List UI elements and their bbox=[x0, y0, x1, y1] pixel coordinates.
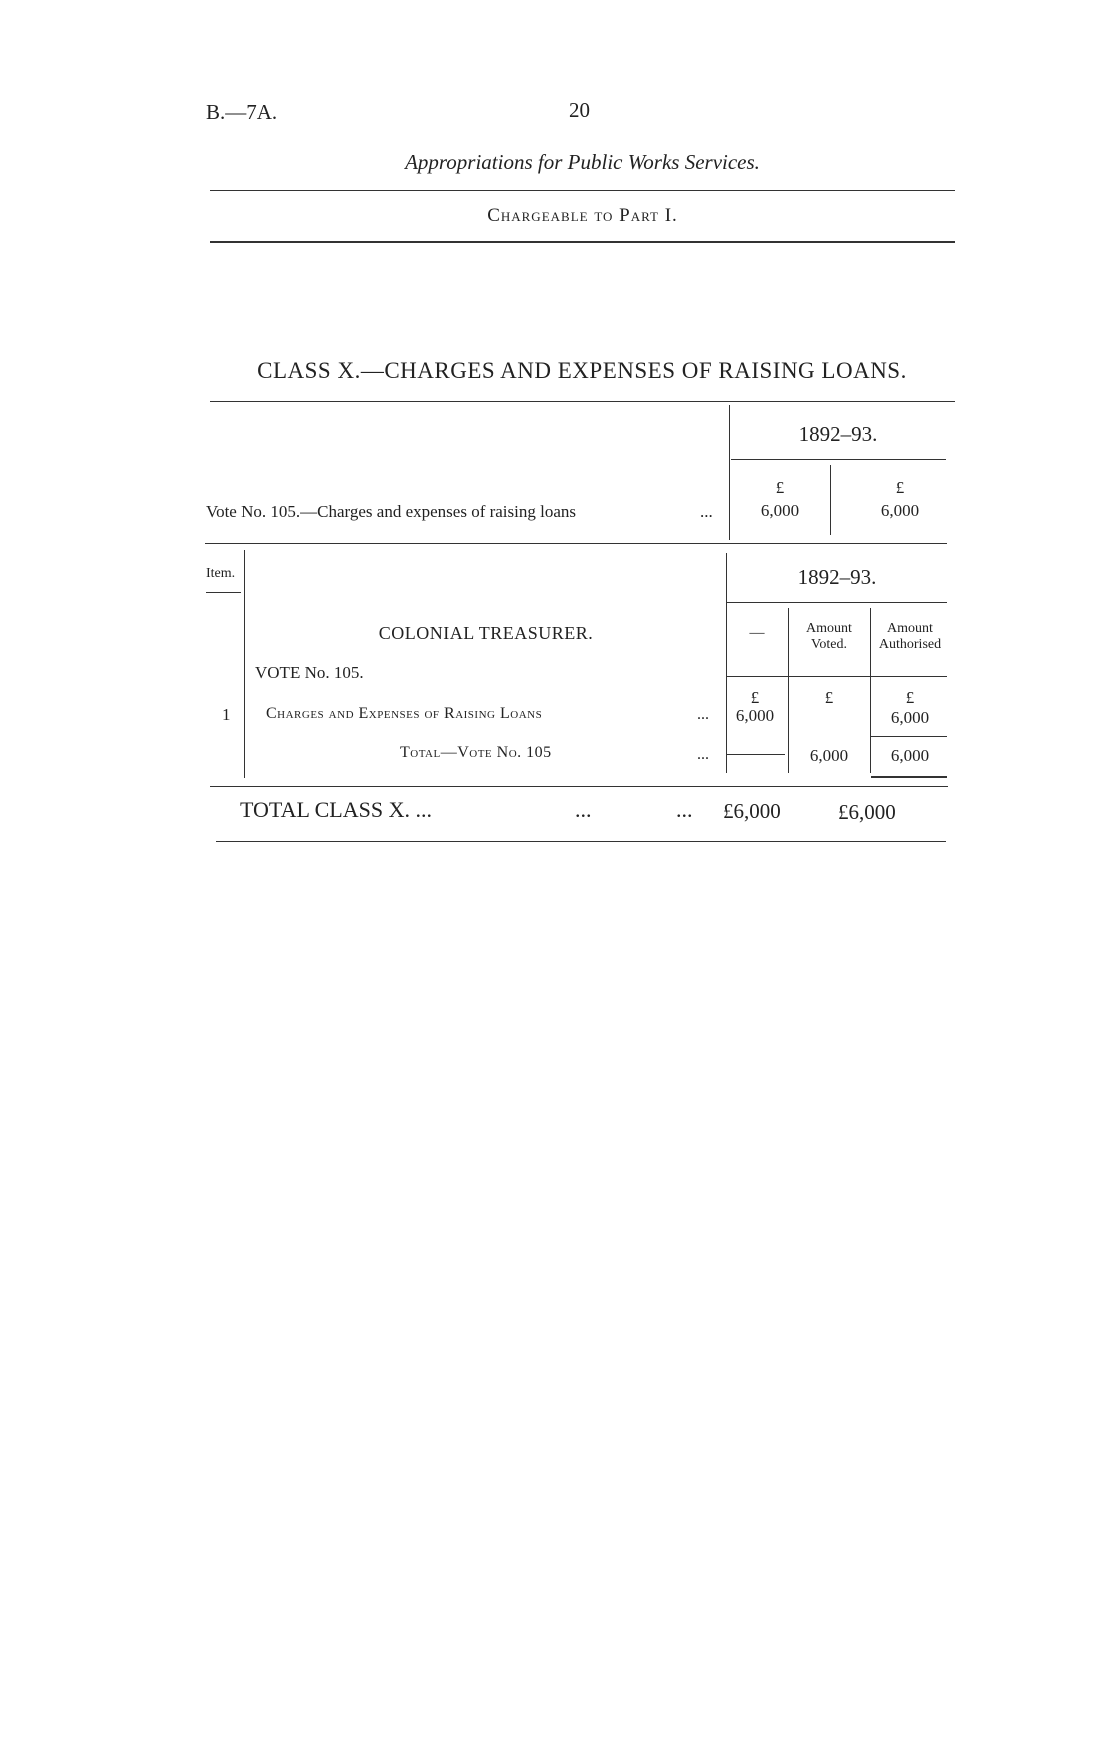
grand-total-authorised: £6,000 bbox=[838, 800, 896, 824]
department-heading: COLONIAL TREASURER. bbox=[378, 623, 594, 643]
item-number: 1 bbox=[222, 705, 231, 724]
rule bbox=[205, 543, 947, 544]
summary-vote-label: Vote No. 105.—Charges and expenses of raising loans bbox=[206, 502, 577, 521]
rule bbox=[210, 190, 955, 191]
rule bbox=[216, 841, 946, 842]
grand-total-dots-1: ... bbox=[575, 797, 592, 822]
chargeable-heading: Chargeable to Part I. bbox=[487, 205, 678, 226]
vote-heading: VOTE No. 105. bbox=[255, 663, 364, 682]
total-vote-voted: 6,000 bbox=[809, 746, 849, 765]
grand-total-label: TOTAL CLASS X. ... bbox=[240, 797, 432, 822]
rule bbox=[727, 602, 947, 603]
item-label: Charges and Expenses of Raising Loans bbox=[266, 705, 543, 722]
item-pound-voted: £ bbox=[824, 688, 834, 707]
summary-pound-1: £ bbox=[775, 478, 785, 497]
detail-year: 1892–93. bbox=[797, 565, 877, 589]
rule bbox=[727, 754, 785, 755]
page-subtitle: Appropriations for Public Works Services. bbox=[405, 150, 760, 174]
summary-amount-1: 6,000 bbox=[760, 501, 800, 520]
total-vote-authorised: 6,000 bbox=[890, 746, 930, 765]
item-pound-1: £ bbox=[750, 688, 760, 707]
summary-dots: ... bbox=[700, 502, 713, 521]
amount-authorised-header: Amount Authorised bbox=[878, 621, 942, 652]
rule bbox=[731, 459, 946, 460]
grand-total-dots-2: ... bbox=[676, 797, 693, 822]
rule bbox=[871, 736, 947, 737]
rule bbox=[210, 241, 955, 243]
amount-voted-header: Amount Voted. bbox=[806, 621, 852, 652]
rule bbox=[727, 676, 947, 677]
total-vote-label: Total—Vote No. 105 bbox=[400, 744, 552, 761]
column-divider bbox=[830, 465, 831, 535]
summary-pound-2: £ bbox=[895, 478, 905, 497]
rule bbox=[206, 592, 241, 593]
document-reference: B.—7A. bbox=[206, 100, 278, 124]
total-vote-dots: ... bbox=[697, 746, 709, 763]
page-number: 20 bbox=[569, 98, 590, 122]
item-amount-authorised: 6,000 bbox=[890, 708, 930, 727]
blank-column-dash: — bbox=[749, 625, 765, 641]
item-column-header: Item. bbox=[206, 566, 236, 581]
class-title: CLASS X.—CHARGES AND EXPENSES OF RAISING LOANS. bbox=[257, 358, 907, 383]
summary-year: 1892–93. bbox=[798, 422, 878, 446]
item-pound-auth: £ bbox=[905, 688, 915, 707]
column-divider bbox=[244, 550, 245, 778]
item-dots: ... bbox=[697, 706, 709, 723]
grand-total-voted: £6,000 bbox=[723, 799, 781, 823]
rule bbox=[210, 786, 948, 787]
item-amount-1: 6,000 bbox=[735, 706, 775, 725]
rule bbox=[871, 776, 947, 778]
rule bbox=[210, 401, 955, 402]
summary-amount-2: 6,000 bbox=[880, 501, 920, 520]
